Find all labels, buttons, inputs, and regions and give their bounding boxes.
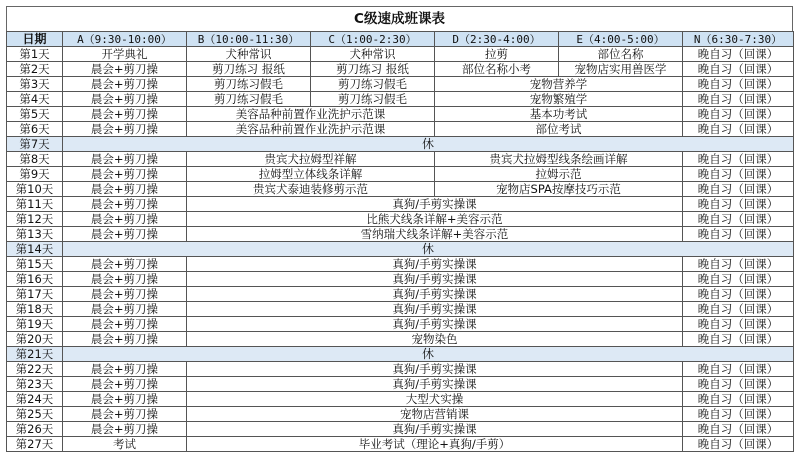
day-cell[interactable]: 第26天: [7, 422, 63, 437]
class-cell[interactable]: 犬种常识: [311, 47, 435, 62]
header-slot-a[interactable]: A（9:30-10:00）: [63, 32, 187, 47]
class-cell[interactable]: 宠物染色: [187, 332, 683, 347]
table-row: [7, 422, 794, 437]
class-cell[interactable]: 剪刀练习 报纸: [187, 62, 311, 77]
day-cell[interactable]: 第27天: [7, 437, 63, 452]
day-cell[interactable]: 第3天: [7, 77, 63, 92]
table-row: [7, 107, 794, 122]
day-cell[interactable]: 第16天: [7, 272, 63, 287]
table-row: [7, 212, 794, 227]
class-cell[interactable]: 晨会+剪刀操: [63, 122, 187, 137]
class-cell[interactable]: 晨会+剪刀操: [63, 332, 187, 347]
day-cell[interactable]: 第6天: [7, 122, 63, 137]
class-cell[interactable]: 晨会+剪刀操: [63, 77, 187, 92]
header-slot-b[interactable]: B（10:00-11:30）: [187, 32, 311, 47]
table-row: [7, 377, 794, 392]
day-cell[interactable]: 第19天: [7, 317, 63, 332]
class-cell[interactable]: 晨会+剪刀操: [63, 287, 187, 302]
table-row: [7, 122, 794, 137]
table-row: [7, 407, 794, 422]
class-cell[interactable]: 晨会+剪刀操: [63, 167, 187, 182]
schedule-title: C级速成班课表: [6, 6, 793, 31]
day-cell[interactable]: 第9天: [7, 167, 63, 182]
class-cell[interactable]: 真狗/手剪实操课: [187, 287, 683, 302]
class-cell[interactable]: 贵宾犬拉姆型祥解: [187, 152, 435, 167]
class-cell[interactable]: 雪纳瑞犬线条详解+美容示范: [187, 227, 683, 242]
table-row: [7, 242, 794, 257]
table-row: [7, 332, 794, 347]
table-row: [7, 287, 794, 302]
class-cell[interactable]: 晚自习（回课）: [683, 257, 794, 272]
table-row: [7, 272, 794, 287]
class-cell[interactable]: 剪刀练习假毛: [311, 77, 435, 92]
class-cell[interactable]: 晨会+剪刀操: [63, 62, 187, 77]
class-cell[interactable]: 宠物店SPA按摩技巧示范: [435, 182, 683, 197]
day-cell[interactable]: 第11天: [7, 197, 63, 212]
table-row: [7, 92, 794, 107]
class-cell[interactable]: 真狗/手剪实操课: [187, 362, 683, 377]
table-row: [7, 197, 794, 212]
rest-day-cell[interactable]: 休: [63, 137, 794, 152]
class-cell[interactable]: 部位考试: [435, 122, 683, 137]
day-cell[interactable]: 第23天: [7, 377, 63, 392]
class-cell[interactable]: 晨会+剪刀操: [63, 317, 187, 332]
class-cell[interactable]: 宠物店实用兽医学: [559, 62, 683, 77]
table-row: [7, 362, 794, 377]
class-cell[interactable]: 晨会+剪刀操: [63, 272, 187, 287]
class-cell[interactable]: 美容品种前置作业洗护示范课: [187, 122, 435, 137]
class-cell[interactable]: 晚自习（回课）: [683, 302, 794, 317]
table-row: [7, 62, 794, 77]
day-cell[interactable]: 第12天: [7, 212, 63, 227]
class-cell[interactable]: 晨会+剪刀操: [63, 152, 187, 167]
table-row: [7, 182, 794, 197]
day-cell[interactable]: 第17天: [7, 287, 63, 302]
class-cell[interactable]: 晚自习（回课）: [683, 167, 794, 182]
class-cell[interactable]: 晨会+剪刀操: [63, 92, 187, 107]
class-cell[interactable]: 真狗/手剪实操课: [187, 302, 683, 317]
class-cell[interactable]: 晚自习（回课）: [683, 437, 794, 452]
class-cell[interactable]: 晚自习（回课）: [683, 77, 794, 92]
class-cell[interactable]: 开学典礼: [63, 47, 187, 62]
class-cell[interactable]: 晚自习（回课）: [683, 392, 794, 407]
class-cell[interactable]: 晚自习（回课）: [683, 212, 794, 227]
class-cell[interactable]: 部位名称: [559, 47, 683, 62]
day-cell[interactable]: 第4天: [7, 92, 63, 107]
class-cell[interactable]: 晨会+剪刀操: [63, 302, 187, 317]
class-cell[interactable]: 真狗/手剪实操课: [187, 197, 683, 212]
table-row: [7, 437, 794, 452]
class-cell[interactable]: 贵宾犬泰迪装修剪示范: [187, 182, 435, 197]
class-cell[interactable]: 部位名称小考: [435, 62, 559, 77]
header-date[interactable]: 日期: [7, 32, 63, 47]
class-cell[interactable]: 剪刀练习假毛: [187, 92, 311, 107]
class-cell[interactable]: 晚自习（回课）: [683, 377, 794, 392]
day-cell[interactable]: 第20天: [7, 332, 63, 347]
class-cell[interactable]: 晨会+剪刀操: [63, 257, 187, 272]
rest-day-cell[interactable]: 休: [63, 347, 794, 362]
class-cell[interactable]: 真狗/手剪实操课: [187, 257, 683, 272]
class-cell[interactable]: 晚自习（回课）: [683, 182, 794, 197]
class-cell[interactable]: 晨会+剪刀操: [63, 422, 187, 437]
class-cell[interactable]: 贵宾犬拉姆型线条绘画详解: [435, 152, 683, 167]
schedule-table: [6, 31, 794, 452]
table-row: [7, 167, 794, 182]
class-cell[interactable]: 比熊犬线条详解+美容示范: [187, 212, 683, 227]
day-cell[interactable]: 第15天: [7, 257, 63, 272]
class-cell[interactable]: 剪刀练习 报纸: [311, 62, 435, 77]
table-row: [7, 227, 794, 242]
class-cell[interactable]: 真狗/手剪实操课: [187, 377, 683, 392]
day-cell[interactable]: 第18天: [7, 302, 63, 317]
class-cell[interactable]: 晨会+剪刀操: [63, 392, 187, 407]
class-cell[interactable]: 晨会+剪刀操: [63, 197, 187, 212]
class-cell[interactable]: 宠物繁殖学: [435, 92, 683, 107]
day-cell[interactable]: 第13天: [7, 227, 63, 242]
class-cell[interactable]: 晚自习（回课）: [683, 317, 794, 332]
class-cell[interactable]: 晚自习（回课）: [683, 407, 794, 422]
class-cell[interactable]: 晚自习（回课）: [683, 152, 794, 167]
class-cell[interactable]: 晨会+剪刀操: [63, 227, 187, 242]
class-cell[interactable]: 基本功考试: [435, 107, 683, 122]
class-cell[interactable]: 剪刀练习假毛: [311, 92, 435, 107]
class-cell[interactable]: 晚自习（回课）: [683, 287, 794, 302]
class-cell[interactable]: 晨会+剪刀操: [63, 107, 187, 122]
class-cell[interactable]: 晨会+剪刀操: [63, 182, 187, 197]
table-row: [7, 392, 794, 407]
day-cell[interactable]: 第21天: [7, 347, 63, 362]
class-cell[interactable]: 真狗/手剪实操课: [187, 317, 683, 332]
class-cell[interactable]: 晚自习（回课）: [683, 197, 794, 212]
table-row: [7, 152, 794, 167]
header-slot-d[interactable]: D（2:30-4:00）: [435, 32, 559, 47]
table-row: [7, 137, 794, 152]
day-cell[interactable]: 第24天: [7, 392, 63, 407]
day-cell[interactable]: 第22天: [7, 362, 63, 377]
class-cell[interactable]: 晚自习（回课）: [683, 92, 794, 107]
class-cell[interactable]: 拉剪: [435, 47, 559, 62]
day-cell[interactable]: 第25天: [7, 407, 63, 422]
day-cell[interactable]: 第7天: [7, 137, 63, 152]
class-cell[interactable]: 宠物店营销课: [187, 407, 683, 422]
table-row: [7, 47, 794, 62]
class-cell[interactable]: 拉姆型立体线条详解: [187, 167, 435, 182]
rest-day-cell[interactable]: 休: [63, 242, 794, 257]
class-cell[interactable]: 晚自习（回课）: [683, 62, 794, 77]
class-cell[interactable]: 毕业考试（理论+真狗/手剪）: [187, 437, 683, 452]
header-slot-c[interactable]: C（1:00-2:30）: [311, 32, 435, 47]
day-cell[interactable]: 第5天: [7, 107, 63, 122]
class-cell[interactable]: 真狗/手剪实操课: [187, 422, 683, 437]
class-cell[interactable]: 犬种常识: [187, 47, 311, 62]
header-slot-n[interactable]: N（6:30-7:30）: [683, 32, 794, 47]
day-cell[interactable]: 第14天: [7, 242, 63, 257]
table-row: [7, 302, 794, 317]
class-cell[interactable]: 晚自习（回课）: [683, 332, 794, 347]
class-cell[interactable]: 晚自习（回课）: [683, 272, 794, 287]
class-cell[interactable]: 晚自习（回课）: [683, 362, 794, 377]
day-cell[interactable]: 第1天: [7, 47, 63, 62]
class-cell[interactable]: 晨会+剪刀操: [63, 362, 187, 377]
class-cell[interactable]: 拉姆示范: [435, 167, 683, 182]
schedule-sheet: [6, 6, 793, 452]
schedule-body: [7, 47, 794, 452]
class-cell[interactable]: 晨会+剪刀操: [63, 212, 187, 227]
class-cell[interactable]: 晚自习（回课）: [683, 107, 794, 122]
class-cell[interactable]: 晨会+剪刀操: [63, 377, 187, 392]
class-cell[interactable]: 宠物营养学: [435, 77, 683, 92]
day-cell[interactable]: 第8天: [7, 152, 63, 167]
table-row: [7, 77, 794, 92]
class-cell[interactable]: 大型犬实操: [187, 392, 683, 407]
day-cell[interactable]: 第10天: [7, 182, 63, 197]
table-row: [7, 317, 794, 332]
class-cell[interactable]: 晚自习（回课）: [683, 47, 794, 62]
class-cell[interactable]: 晚自习（回课）: [683, 122, 794, 137]
class-cell[interactable]: 晚自习（回课）: [683, 422, 794, 437]
class-cell[interactable]: 美容品种前置作业洗护示范课: [187, 107, 435, 122]
class-cell[interactable]: 考试: [63, 437, 187, 452]
header-slot-e[interactable]: E（4:00-5:00）: [559, 32, 683, 47]
class-cell[interactable]: 剪刀练习假毛: [187, 77, 311, 92]
class-cell[interactable]: 真狗/手剪实操课: [187, 272, 683, 287]
header-row: [7, 32, 794, 47]
table-row: [7, 347, 794, 362]
table-row: [7, 257, 794, 272]
class-cell[interactable]: 晚自习（回课）: [683, 227, 794, 242]
day-cell[interactable]: 第2天: [7, 62, 63, 77]
class-cell[interactable]: 晨会+剪刀操: [63, 407, 187, 422]
